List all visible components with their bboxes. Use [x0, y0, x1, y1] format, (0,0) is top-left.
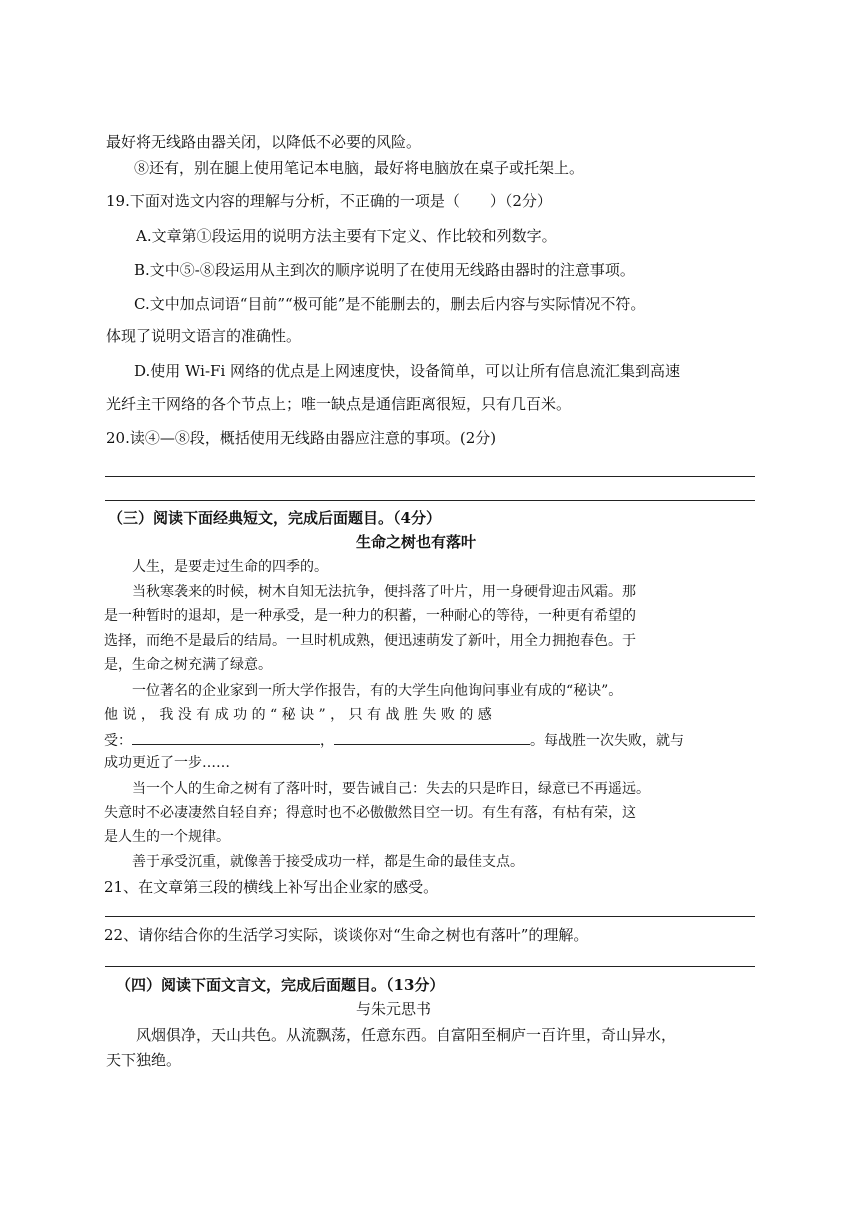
- option-d-line2: 光纤主干网络的各个节点上；唯一缺点是通信距离很短，只有几百米。: [106, 395, 572, 413]
- option-c-line2: 体现了说明文语言的准确性。: [106, 327, 302, 345]
- paragraph-line: 最好将无线路由器关闭，以降低不必要的风险。: [106, 133, 422, 151]
- paragraph-line: 人生，是要走过生命的四季的。: [132, 559, 328, 575]
- fill-blank-2[interactable]: [334, 728, 530, 745]
- paragraph-line: 当秋寒袭来的时候，树木自知无法抗争，便抖落了叶片，用一身硬骨迎击风霜。那: [132, 584, 636, 600]
- section-4-header: （四）阅读下面文言文，完成后面题目。（13分）: [116, 976, 445, 994]
- paragraph-line: 成功更近了一步……: [104, 755, 230, 771]
- paragraph-line: 一位著名的企业家到一所大学作报告，有的大学生向他询问事业有成的“秘诀”。: [132, 683, 623, 699]
- option-a: A.文章第①段运用的说明方法主要有下定义、作比较和列数字。: [136, 227, 557, 245]
- question-21-stem: 21、在文章第三段的横线上补写出企业家的感受。: [104, 878, 439, 896]
- answer-line: [105, 966, 755, 967]
- paragraph-line: 失意时不必凄凄然自轻自弃；得意时也不必傲傲然目空一切。有生有落，有枯有荣，这: [104, 805, 636, 821]
- paragraph-line: 选择，而绝不是最后的结局。一旦时机成熟，便迅速萌发了新叶，用全力拥抱春色。于: [104, 633, 636, 649]
- text-fragment: 。每战胜一次失败，就与: [530, 733, 684, 749]
- answer-line: [105, 500, 755, 501]
- article-title: 与朱元思书: [356, 1000, 432, 1018]
- paragraph-line: 是人生的一个规律。: [104, 829, 230, 845]
- answer-line: [105, 916, 755, 917]
- text-fragment: 受：: [104, 733, 132, 749]
- paragraph-line: 天下独绝。: [106, 1051, 182, 1069]
- fill-blank-1[interactable]: [132, 728, 320, 745]
- paragraph-line: 他 说 ， 我 没 有 成 功 的 “ 秘 诀 ” ， 只 有 战 胜 失 败 的 感: [104, 707, 492, 723]
- paragraph-line: ⑧还有，别在腿上使用笔记本电脑，最好将电脑放在桌子或托架上。: [134, 159, 585, 177]
- text-fragment: ，: [320, 733, 334, 749]
- article-title: 生命之树也有落叶: [356, 533, 477, 551]
- option-d-line1: D.使用 Wi-Fi 网络的优点是上网速度快，设备简单，可以让所有信息流汇集到高速: [134, 362, 681, 380]
- paragraph-line: 善于承受沉重，就像善于接受成功一样，都是生命的最佳支点。: [132, 854, 524, 870]
- paragraph-line: 是一种暂时的退却，是一种承受，是一种力的积蓄，一种耐心的等待，一种更有希望的: [104, 608, 636, 624]
- paragraph-line: 是，生命之树充满了绿意。: [104, 657, 272, 673]
- section-3-header: （三）阅读下面经典短文，完成后面题目。（4分）: [108, 509, 441, 527]
- option-b: B.文中⑤-⑧段运用从主到次的顺序说明了在使用无线路由器时的注意事项。: [134, 261, 635, 279]
- paragraph-line-with-blanks: [104, 728, 684, 752]
- option-c-line1: C.文中加点词语“目前”“极可能”是不能删去的，删去后内容与实际情况不符。: [134, 295, 646, 313]
- paragraph-line: 当一个人的生命之树有了落叶时，要告诫自己：失去的只是昨日，绿意已不再遥远。: [132, 781, 650, 797]
- question-19-stem: 19.下面对选文内容的理解与分析，不正确的一项是（ ）（2分）: [106, 192, 552, 210]
- answer-line: [105, 476, 755, 477]
- paragraph-line: 风烟俱净，天山共色。从流飘荡，任意东西。自富阳至桐庐一百许里，奇山异水，: [136, 1026, 677, 1044]
- question-22-stem: 22、请你结合你的生活学习实际，谈谈你对“生命之树也有落叶”的理解。: [104, 926, 589, 944]
- question-20-stem: 20.读④—⑧段，概括使用无线路由器应注意的事项。(2分): [106, 429, 497, 447]
